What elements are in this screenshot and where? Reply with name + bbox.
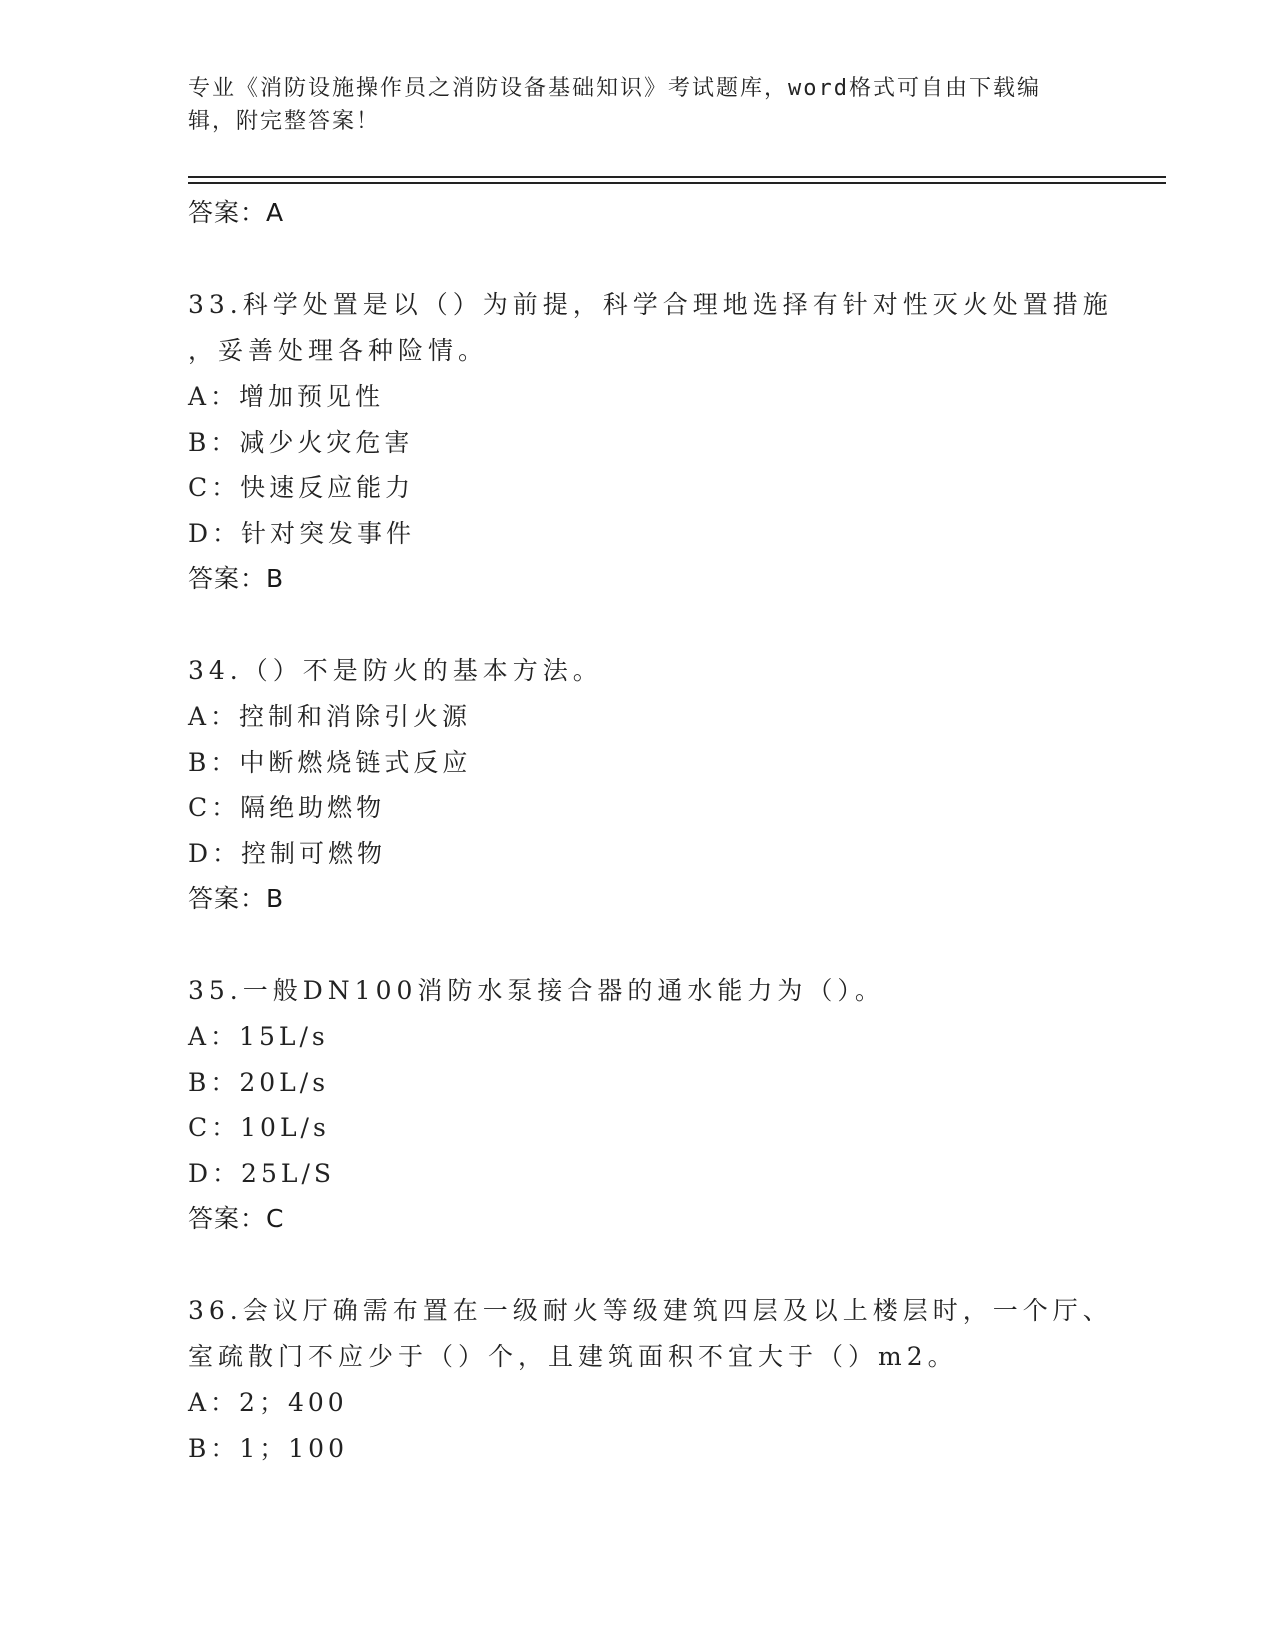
- option-a: A：增加预见性: [188, 382, 385, 411]
- option-c: C：隔绝助燃物: [188, 793, 386, 822]
- question-list: [188, 190, 1118, 1471]
- answer: 答案：B: [188, 564, 285, 593]
- header-text: 专业《消防设施操作员之消防设备基础知识》考试题库，word格式可自由下载编辑，附完整答案！: [188, 76, 1041, 134]
- question-33: [188, 282, 1118, 602]
- question-text: 34.（）不是防火的基本方法。: [188, 656, 603, 685]
- option-c: C：10L/s: [188, 1113, 330, 1142]
- option-a: A：2；400: [188, 1388, 348, 1417]
- option-b: B：1；100: [188, 1433, 348, 1463]
- option-d: D：针对突发事件: [188, 518, 416, 548]
- question-text-line2: ，妥善处理各种险情。: [188, 336, 489, 365]
- option-b: B：20L/s: [188, 1067, 330, 1097]
- previous-answer: 答案：A: [188, 198, 285, 227]
- option-d: D：控制可燃物: [188, 838, 387, 868]
- option-a: A：15L/s: [188, 1022, 329, 1051]
- option-b: B：减少火灾危害: [188, 427, 414, 457]
- answer: 答案：B: [188, 884, 285, 913]
- question-text: 35.一般DN100消防水泵接合器的通水能力为（）。: [188, 976, 885, 1005]
- option-b: B：中断燃烧链式反应: [188, 747, 472, 777]
- question-text-line1: 36.会议厅确需布置在一级耐火等级建筑四层及以上楼层时，一个厅、: [188, 1296, 1113, 1325]
- question-text-line2: 室疏散门不应少于（）个，且建筑面积不宜大于（）m2。: [188, 1342, 958, 1371]
- header-rule-top: [188, 176, 1166, 178]
- question-34: [188, 648, 1118, 922]
- option-a: A：控制和消除引火源: [188, 702, 472, 731]
- option-d: D：25L/S: [188, 1158, 336, 1188]
- answer: 答案：C: [188, 1204, 285, 1233]
- option-c: C：快速反应能力: [188, 473, 415, 502]
- header-rule-bottom: [188, 182, 1166, 184]
- document-header: [188, 72, 1078, 138]
- question-35: [188, 968, 1118, 1242]
- question-36: [188, 1288, 1118, 1471]
- question-text-line1: 33.科学处置是以（）为前提，科学合理地选择有针对性灭火处置措施: [188, 290, 1113, 319]
